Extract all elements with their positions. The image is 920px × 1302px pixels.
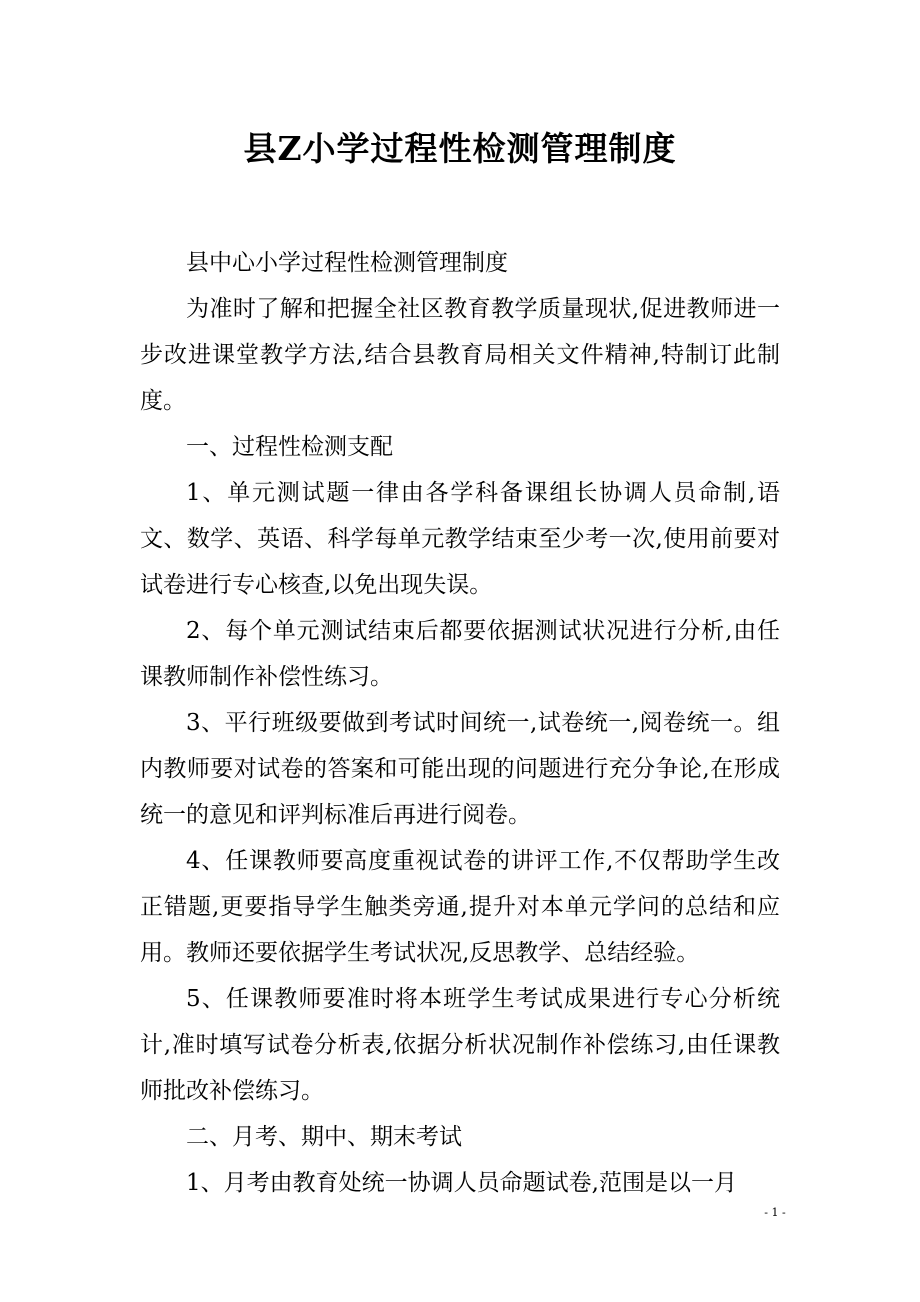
- paragraph-subtitle: 县中心小学过程性检测管理制度: [186, 250, 508, 276]
- section-heading-1: 一、过程性检测支配: [186, 434, 393, 460]
- paragraph-item-1: 1、单元测试题一律由各学科备课组长协调人员命制,语文、数学、英语、科学每单元教学结束至少考一次,使用前要对试卷进行专心核查,以免出现失误。: [140, 480, 780, 598]
- document-title: 县Z小学过程性检测管理制度: [243, 129, 677, 168]
- paragraph-item-5: 5、任课教师要准时将本班学生考试成果进行专心分析统计,准时填写试卷分析表,依据分析状况制作补偿练习,由任课教师批改补偿练习。: [140, 986, 780, 1104]
- paragraph-item-3: 3、平行班级要做到考试时间统一,试卷统一,阅卷统一。组内教师要对试卷的答案和可能出现的问题进行充分争论,在形成统一的意见和评判标准后再进行阅卷。: [140, 710, 780, 828]
- paragraph-item-6: 1、月考由教育处统一协调人员命题试卷,范围是以一月: [186, 1170, 737, 1196]
- document-body: [140, 240, 780, 1206]
- page-number: - 1 -: [764, 1206, 786, 1219]
- paragraph-item-2: 2、每个单元测试结束后都要依据测试状况进行分析,由任课教师制作补偿性练习。: [140, 618, 780, 690]
- paragraph-item-4: 4、任课教师要高度重视试卷的讲评工作,不仅帮助学生改正错题,更要指导学生触类旁通,提升对本单元学问的总结和应用。教师还要依据学生考试状况,反思教学、总结经验。: [140, 848, 780, 966]
- paragraph-intro: 为准时了解和把握全社区教育教学质量现状,促进教师进一步改进课堂教学方法,结合县教育局相关文件精神,特制订此制度。: [140, 296, 780, 414]
- section-heading-2: 二、月考、期中、期末考试: [186, 1124, 462, 1150]
